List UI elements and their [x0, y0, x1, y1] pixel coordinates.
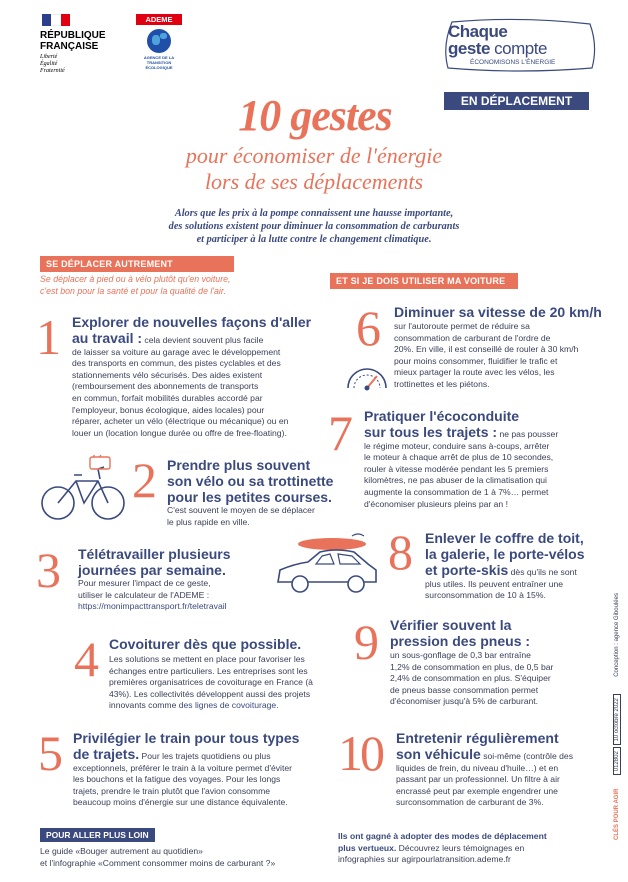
geste-2-line1: le plus rapide en ville. [167, 516, 250, 527]
geste-number-4: 4 [74, 631, 99, 687]
geste-number-9: 9 [354, 614, 379, 670]
geste-6-line3: pour moins consommer, fluidifier le trafic et [394, 355, 558, 366]
category-badge: EN DÉPLACEMENT [444, 92, 589, 110]
footer-right-line2[interactable]: infographies sur agirpourlatransition.ademe.fr [338, 854, 511, 865]
footer-right [338, 831, 578, 866]
geste-6-line0: sur l'autoroute permet de réduire sa [394, 321, 530, 331]
geste-4-line1: échanges entre particuliers. Les entreprises sont les [109, 665, 308, 676]
geste-number-7: 7 [328, 405, 353, 461]
geste-3-link[interactable]: https://monimpacttransport.fr/teletravail [78, 601, 227, 612]
section-left-line2: c'est bon pour la santé et pour la qualité de l'air. [40, 285, 226, 296]
geste-10-line0: soi-même (contrôle des [483, 751, 573, 761]
footer-left-line1: Le guide «Bouger autrement au quotidien» [40, 846, 203, 856]
geste-3-title-a: Télétravailler plusieurs [78, 546, 231, 562]
campaign-line2b: compte [494, 39, 547, 58]
geste-1-line6: l'employeur, bonus écologique, aides locales) pour [72, 404, 265, 415]
side-ref: 012802 [613, 747, 621, 775]
geste-2-title-c: pour les petites courses. [167, 489, 332, 505]
intro-text [120, 207, 508, 246]
rf-motto1: Liberté [40, 54, 58, 60]
footer-right-line1: Découvrez leurs témoignages en [398, 842, 525, 853]
geste-9-body [390, 650, 580, 708]
republique-francaise-logo [40, 14, 120, 75]
geste-7-line4: kilomètres, ne pas abuser de la climatisation qui [364, 475, 547, 486]
geste-2-body [167, 505, 367, 528]
ademe-logo [136, 14, 182, 72]
geste-1-title-b: au travail : [72, 330, 143, 346]
geste-5-line4: beaucoup moins d'énergie sur une distance équivalente. [73, 797, 288, 808]
car-roof-box-icon [272, 530, 384, 600]
geste-10-line2: passant par un professionnel. Un filtre à air [396, 774, 560, 785]
footer-tag: POUR ALLER PLUS LOIN [40, 828, 155, 842]
chaque-geste-compte-logo [440, 18, 600, 74]
geste-10-title-a: Entretenir régulièrement [396, 730, 559, 746]
footer-left [40, 846, 330, 869]
side-brand: CLÉS POUR AGIR [614, 788, 620, 840]
geste-8-title-c: et porte-skis [425, 562, 509, 578]
geste-4-body [109, 654, 329, 712]
side-strip [610, 560, 620, 840]
geste-7-line6: d'économiser plusieurs pleins par an ! [364, 498, 508, 509]
title-sub1: pour économiser de l'énergie [185, 143, 443, 168]
geste-2-line0: C'est souvent le moyen de se déplacer [167, 505, 315, 515]
geste-8-title-b: la galerie, le porte-vélos [425, 546, 585, 562]
geste-number-1: 1 [36, 309, 61, 365]
geste-2-title-b: son vélo ou sa trottinette [167, 473, 334, 489]
geste-5-line2: les bouchons et la fatigue des voyages. Pour les longs [73, 774, 281, 785]
geste-7-line1: le régime moteur, conduire sans à-coups, arrêter [364, 440, 550, 451]
ademe-sub1: AGENCE DE LA [143, 55, 175, 60]
geste-3-title-b: journées par semaine. [78, 562, 226, 578]
title-sub2: lors de ses déplacements [204, 169, 424, 194]
geste-5-line1: exceptionnels, préférer le train à la voiture permet d'éviter [73, 762, 292, 773]
geste-9-title [390, 617, 590, 649]
geste-6-body [394, 321, 604, 391]
title-big: 10 gestes [238, 91, 392, 140]
rf-motto3: Fraternité [40, 68, 65, 74]
geste-1-line8: louer un (location longue durée ou offre de free-floating). [72, 427, 287, 438]
geste-4-link[interactable]: des lignes de covoiturage [178, 700, 277, 711]
geste-8-line1: plus utiles. Ils peuvent entraîner une [425, 578, 564, 589]
geste-3-title [78, 546, 278, 578]
geste-4-end: . [276, 700, 279, 711]
geste-7-line3: rouler à vitesse modérée pendant les 5 premiers [364, 463, 549, 474]
geste-number-10: 10 [338, 725, 382, 781]
bicycle-icon [38, 455, 128, 525]
geste-7-line0: ne pas pousser [499, 429, 559, 439]
footer-left-line2: et l'infographie «Comment consommer moins de carburant ?» [40, 857, 276, 868]
geste-8-line2: surconsommation de 10 à 15%. [425, 590, 546, 601]
ademe-name: ADEME [136, 14, 182, 25]
geste-2-title [167, 457, 367, 505]
geste-7-title-b: sur tous les trajets : [364, 424, 498, 440]
campaign-line2a: geste [448, 39, 490, 58]
geste-2-title-a: Prendre plus souvent [167, 457, 311, 473]
geste-1-body [72, 330, 322, 439]
geste-9-line0: un sous-gonflage de 0,3 bar entraîne [390, 650, 531, 660]
campaign-line3: ÉCONOMISONS L'ÉNERGIE [470, 59, 556, 66]
geste-4-title-a: Covoiturer dès que possible. [109, 636, 302, 652]
side-credit: Conception : agence Giboulées [614, 593, 620, 677]
geste-5-title-a: Privilégier le train pour tous types [73, 730, 300, 746]
geste-5-line0: Pour les trajets quotidiens ou plus [141, 751, 271, 761]
geste-8-line0: dès qu'ils ne sont [510, 567, 577, 577]
footer-right-bold2: plus vertueux. [338, 842, 397, 853]
geste-10-line4: surconsommation de carburant de 3%. [396, 797, 544, 808]
section-left-subtitle [40, 274, 310, 297]
geste-7-line5: augmente la consommation de 1 à 7%… permet [364, 486, 549, 497]
geste-1-line7: réparer, acheter un vélo (électrique ou mécanique) ou en [72, 416, 289, 427]
geste-4-line2: premières organisatrices de covoiturage en France (à [109, 677, 313, 688]
section-tag-right: ET SI JE DOIS UTILISER MA VOITURE [330, 273, 518, 289]
globe-icon [147, 29, 171, 53]
geste-4-line3: 43%). Les collectivités développent aussi des projets [109, 688, 311, 699]
geste-4-line4: innovants comme [109, 700, 177, 711]
geste-1-line0: cela devient souvent plus facile [144, 335, 264, 345]
geste-6-line5: trottinettes et les piétons. [394, 378, 490, 389]
geste-3-body [78, 578, 298, 613]
geste-8-title-a: Enlever le coffre de toit, [425, 530, 584, 546]
marianne-flag-icon [42, 14, 70, 26]
intro-line2: des solutions existent pour diminuer la consommation de carburants [168, 221, 460, 232]
geste-7-title-a: Pratiquer l'écoconduite [364, 408, 520, 424]
geste-6-line2: 20%. En ville, il est conseillé de rouler à 30 km/h [394, 344, 579, 355]
side-date: 10 octobre 2022 [613, 694, 621, 745]
geste-1-line1: de laisser sa voiture au garage avec le développement [72, 346, 281, 357]
geste-10-body [396, 746, 576, 809]
geste-4-line0: Les solutions se mettent en place pour favoriser les [109, 654, 305, 664]
geste-8-title [425, 530, 605, 562]
rf-line2: FRANÇAISE [40, 41, 99, 52]
geste-8-body [425, 562, 605, 602]
geste-7-line2: le moteur à chaque arrêt de plus de 10 secondes, [364, 452, 554, 463]
intro-line1: Alors que les prix à la pompe connaissent une hausse importante, [174, 208, 454, 219]
geste-10-title-b: son véhicule [396, 746, 481, 762]
section-tag-left: SE DÉPLACER AUTREMENT [40, 256, 234, 272]
geste-6-line1: consommation de carburant de l'ordre de [394, 332, 551, 343]
geste-1-line3: stationnements vélo sécurisés. Des aides existent [72, 369, 263, 380]
geste-9-title-b: pression des pneus : [390, 633, 531, 649]
ademe-sub2: TRANSITION [146, 60, 172, 65]
geste-9-title-a: Vérifier souvent la [390, 617, 512, 633]
geste-6-line4: mieux partager la route avec les vélos, les [394, 367, 555, 378]
geste-number-8: 8 [388, 524, 413, 580]
geste-9-line3: de pneus basse consommation permet [390, 684, 539, 695]
geste-5-title-b: de trajets. [73, 746, 140, 762]
rf-line1: RÉPUBLIQUE [40, 30, 106, 41]
footer-right-bold1: Ils ont gagné à adopter des modes de déplacement [338, 831, 547, 841]
geste-9-line1: 1,2% de consommation en plus, de 0,5 bar [390, 661, 554, 672]
rf-motto2: Égalité [40, 61, 58, 67]
geste-number-3: 3 [36, 542, 61, 598]
geste-9-line4: d'économiser jusqu'à 5% de carburant. [390, 696, 539, 707]
geste-3-line0: Pour mesurer l'impact de ce geste, [78, 578, 211, 588]
geste-number-5: 5 [38, 725, 63, 781]
geste-5-body [73, 746, 323, 809]
geste-number-2: 2 [132, 452, 157, 508]
geste-1-line2: des transports en commun, des pistes cyclables et des [72, 358, 281, 369]
geste-number-6: 6 [356, 300, 381, 356]
geste-7-body [364, 424, 604, 510]
geste-1-title-a: Explorer de nouvelles façons d'aller [72, 314, 312, 330]
geste-10-line1: liquides de frein, du niveau d'huile…) et en [396, 762, 559, 773]
intro-line3: et participer à la lutte contre le changement climatique. [196, 234, 432, 245]
geste-1-line4: (remboursement des abonnements de transports [72, 381, 259, 392]
geste-10-line3: encrassé peut par exemple engendrer une [396, 785, 558, 796]
geste-1-line5: en commun, forfait mobilités durables accordé par [72, 392, 263, 403]
ademe-sub3: ÉCOLOGIQUE [145, 65, 173, 70]
geste-9-line2: 2,4% de consommation en plus. S'équiper [390, 673, 551, 684]
section-left-line1: Se déplacer à pied ou à vélo plutôt qu'en voiture, [40, 274, 231, 284]
speedometer-icon [344, 356, 390, 392]
geste-5-line3: trajets, prendre le train plutôt que l'avion consomme [73, 785, 271, 796]
geste-3-line1: utiliser le calculateur de l'ADEME : [78, 589, 210, 600]
campaign-line1: Chaque [448, 22, 508, 41]
geste-6-title-a: Diminuer sa vitesse de 20 km/h [394, 304, 602, 320]
